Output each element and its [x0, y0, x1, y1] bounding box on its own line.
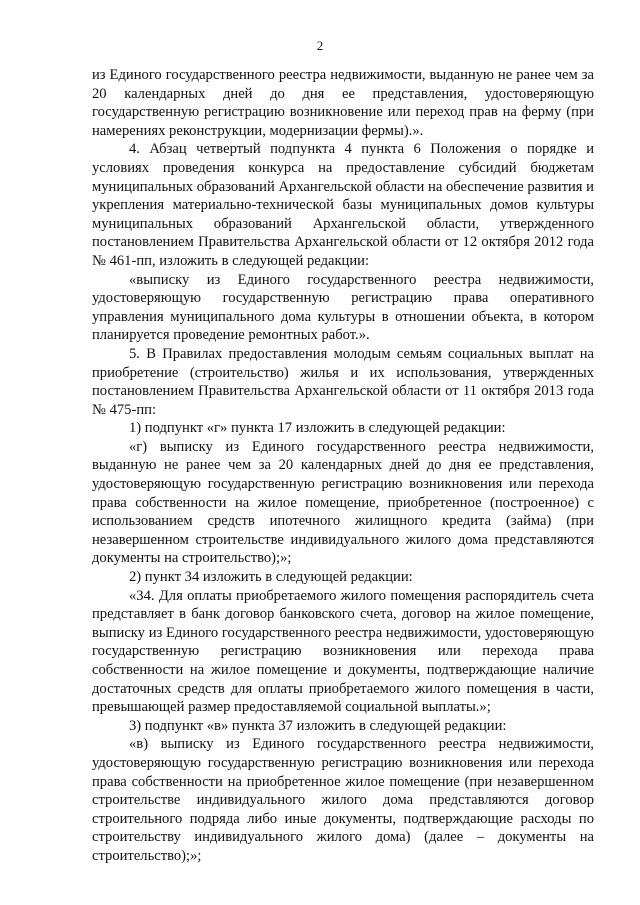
quote-paragraph: «в) выписку из Единого государственного реестра недвижимости, удостоверяющую государственную регистрацию возникновения или перехода права собственности на приобретенное жилое помещение (при незавершенном строительстве индивидуального жилого дома представляются договор строительного подряда либо иные документы, подтверждающие расходы по строительству индивидуального жилого дома) (далее – документы на строительство);»; [92, 736, 594, 864]
quote-paragraph: «г) выписку из Единого государственного реестра недвижимости, выданную не ранее чем за 20 календарных дней до дня ее представления, удостоверяющую государственную регистрацию возникновения или перехода права собственности на жилое помещение, приобретенное (построенное) с использованием средств ипотечного жилищного кредита (займа) (при незавершенном строительстве индивидуального жилого дома представляются документы на строительство);»; [92, 438, 594, 567]
subpoint-3: 3) подпункт «в» пункта 37 изложить в следующей редакции: [129, 717, 507, 734]
quote-paragraph: «выписку из Единого государственного реестра недвижимости, удостоверяющую государственную регистрацию права оперативного управления муниципального дома культуры в отношении объекта, в котором планируется проведение ремонтных работ.». [92, 271, 594, 344]
paragraph-item-4: 4. Абзац четвертый подпункта 4 пункта 6 Положения о порядке и условиях проведения конкурса на предоставление субсидий бюджетам муниципальных образований Архангельской области на обеспечение развития и укрепления материально-технической базы муниципальных домов культуры муниципальных образований Архангельской области, утвержденного постановлением Правительства Архангельской области от 12 октября 2012 года № 461-пп, изложить в следующей редакции: [92, 141, 594, 269]
page-number: 2 [316, 38, 324, 53]
paragraph-continuation: из Единого государственного реестра недвижимости, выданную не ранее чем за 20 календарных дней до дня ее представления, удостоверяющую государственную регистрацию возникновение или переход прав на ферму (при намерениях реконструкции, модернизации фермы).». [92, 67, 594, 139]
quote-paragraph: «34. Для оплаты приобретаемого жилого помещения распорядитель счета представляет в банк договор банковского счета, договор на жилое помещение, выписку из Единого государственного реестра недвижимости, удостоверяющую государственную регистрацию возникновения или перехода права собственности на жилое помещение и документы, подтверждающие наличие достаточных средств для оплаты приобретаемого жилого помещения в части, превышающей размер предоставляемой социальной выплаты.»; [92, 587, 594, 716]
paragraph-item-5: 5. В Правилах предоставления молодым семьям социальных выплат на приобретение (строительство) жилья и их использования, утвержденных постановлением Правительства Архангельской области от 11 октября 2013 года № 475-пп: [92, 345, 594, 418]
subpoint-1: 1) подпункт «г» пункта 17 изложить в следующей редакции: [129, 420, 506, 437]
document-body [92, 66, 594, 866]
subpoint-2: 2) пункт 34 изложить в следующей редакции: [129, 569, 413, 586]
